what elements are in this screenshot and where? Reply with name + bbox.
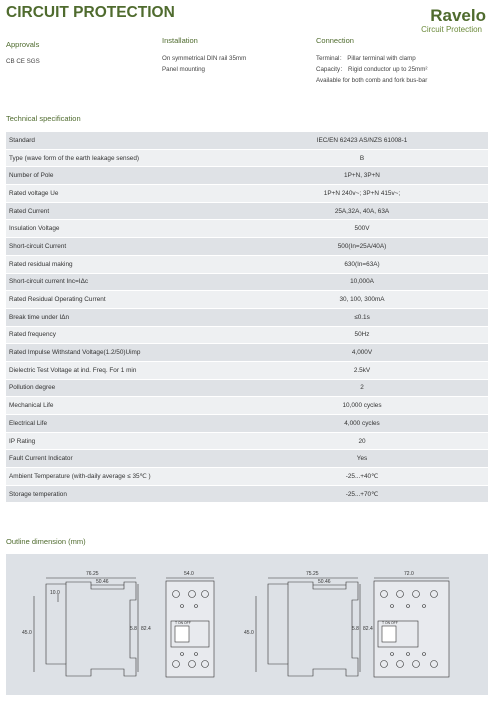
right-side-view [256, 578, 360, 676]
table-row [6, 167, 488, 185]
spec-value: 50Hz [236, 326, 488, 344]
spec-name: Rated frequency [6, 326, 236, 344]
connection-label: Connection [316, 36, 354, 45]
right-front-button: T ON OFF [382, 621, 398, 625]
tech-spec-title: Technical specification [6, 114, 81, 123]
dim-right-mid: 50.46 [318, 579, 331, 585]
table-row [6, 238, 488, 256]
table-row [6, 468, 488, 486]
spec-name: Fault Current Indicator [6, 450, 236, 468]
dim-left-small: 10.0 [50, 590, 60, 596]
spec-value: 500V [236, 220, 488, 238]
table-row [6, 485, 488, 503]
spec-name: Storage temperation [6, 485, 236, 503]
spec-name: Short-circuit current Inc=IΔc [6, 273, 236, 291]
connection-line-2: Capacity： Rigid conductor up to 25mm² [316, 66, 428, 73]
spec-name: Number of Pole [6, 167, 236, 185]
table-row [6, 397, 488, 415]
outline-drawing [6, 554, 488, 695]
table-row [6, 379, 488, 397]
table-row [6, 185, 488, 203]
table-row [6, 273, 488, 291]
spec-name: Dielectric Test Voltage at ind. Freq. For 1 min [6, 361, 236, 379]
dim-left-right: 82.4 [141, 626, 151, 632]
spec-name: Break time under IΔn [6, 308, 236, 326]
spec-name: Rated voltage Ue [6, 185, 236, 203]
table-row [6, 326, 488, 344]
spec-value: 30, 100, 300mA [236, 291, 488, 309]
table-row [6, 361, 488, 379]
table-row [6, 432, 488, 450]
spec-value: 25A,32A, 40A, 63A [236, 202, 488, 220]
spec-value: -25...+40℃ [236, 468, 488, 486]
table-row [6, 132, 488, 149]
dim-right-height: 45.0 [244, 630, 254, 636]
spec-name: Mechanical Life [6, 397, 236, 415]
spec-value: 630(In=63A) [236, 255, 488, 273]
right-front-view [374, 578, 449, 677]
spec-value: IEC/EN 62423 AS/NZS 61008-1 [236, 132, 488, 149]
dim-left-top: 76.25 [86, 571, 99, 577]
spec-value: Yes [236, 450, 488, 468]
document-title: CIRCUIT PROTECTION [6, 4, 175, 21]
table-row [6, 149, 488, 167]
spec-value: 2 [236, 379, 488, 397]
spec-name: IP Rating [6, 432, 236, 450]
outline-diagram [6, 554, 488, 695]
dim-right-right: 82.4 [363, 626, 373, 632]
table-row [6, 308, 488, 326]
dim-left-height: 45.0 [22, 630, 32, 636]
spec-value: 1P+N 240v~; 3P+N 415v~; [236, 185, 488, 203]
spec-name: Rated Impulse Withstand Voltage(1.2/50)Uimp [6, 344, 236, 362]
left-front-button: T ON OFF [175, 621, 191, 625]
table-row [6, 202, 488, 220]
spec-value: 10,000 cycles [236, 397, 488, 415]
spec-name: Pollution degree [6, 379, 236, 397]
spec-value: 10,000A [236, 273, 488, 291]
spec-name: Rated residual making [6, 255, 236, 273]
spec-name: Standard [6, 132, 236, 149]
approvals-label: Approvals [6, 40, 40, 49]
table-row [6, 291, 488, 309]
spec-value: 500(In=25A/40A) [236, 238, 488, 256]
spec-value: 20 [236, 432, 488, 450]
installation-line-1: On symmetrical DIN rail 35mm [162, 55, 247, 62]
dim-left-mid: 50.46 [96, 579, 109, 585]
spec-name: Ambient Temperature (with-daily average ≤ 35℃ ) [6, 468, 236, 486]
installation-line-2: Panel mounting [162, 66, 205, 73]
spec-name: Rated Current [6, 202, 236, 220]
dim-right-top: 75.25 [306, 571, 319, 577]
approvals-text: CB CE SGS [6, 58, 40, 65]
table-row [6, 220, 488, 238]
connection-line-3: Available for both comb and fork bus-bar [316, 77, 428, 84]
spec-value: B [236, 149, 488, 167]
spec-table [6, 132, 488, 503]
dim-left-inner: 5.8 [130, 626, 137, 632]
table-row [6, 415, 488, 433]
brand-subtitle: Circuit Protection [421, 25, 482, 34]
spec-name: Electrical Life [6, 415, 236, 433]
table-row [6, 344, 488, 362]
table-row [6, 450, 488, 468]
spec-value: 1P+N, 3P+N [236, 167, 488, 185]
spec-value: -25...+70℃ [236, 485, 488, 503]
spec-value: 4,000 cycles [236, 415, 488, 433]
brand-logo: Ravelo [430, 6, 486, 25]
dim-left-front-width: 54.0 [184, 571, 194, 577]
spec-name: Insulation Voltage [6, 220, 236, 238]
dim-right-inner: 5.8 [352, 626, 359, 632]
outline-title: Outline dimension (mm) [6, 537, 86, 546]
spec-value: 4,000V [236, 344, 488, 362]
spec-name: Rated Residual Operating Current [6, 291, 236, 309]
spec-value: ≤0.1s [236, 308, 488, 326]
spec-name: Type (wave form of the earth leakage sensed) [6, 149, 236, 167]
left-front-view [166, 578, 214, 677]
connection-line-1: Terminal： Pillar terminal with clamp [316, 55, 416, 62]
dim-right-front-width: 72.0 [404, 571, 414, 577]
spec-value: 2.5kV [236, 361, 488, 379]
spec-name: Short-circuit Current [6, 238, 236, 256]
installation-label: Installation [162, 36, 198, 45]
table-row [6, 255, 488, 273]
